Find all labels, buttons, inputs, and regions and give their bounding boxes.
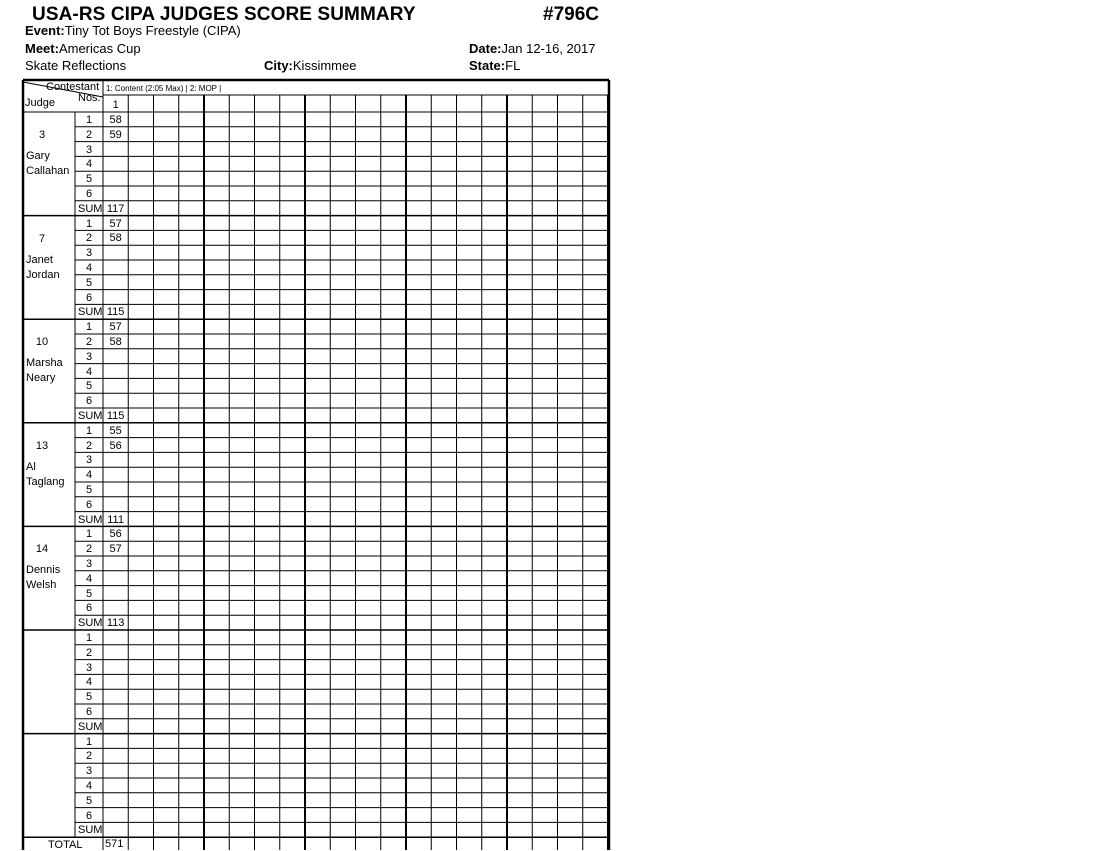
row-label: 1 [86, 217, 93, 230]
row-label: 1 [86, 424, 93, 437]
sum-label: SUM [78, 720, 103, 733]
date-label: Date: [469, 41, 502, 56]
judge-number: 13 [35, 439, 49, 452]
score-cell: 55 [109, 424, 122, 437]
judge-last-name: Taglang [26, 475, 65, 488]
row-label: 1 [86, 114, 93, 126]
score-cell: 57 [109, 217, 122, 230]
sum-value: 115 [106, 306, 125, 319]
row-label: 3 [86, 765, 93, 778]
meet-label: Meet: [25, 41, 59, 56]
score-cell: 56 [109, 439, 122, 452]
row-label: 1 [86, 632, 93, 644]
score-cell: 58 [109, 232, 122, 245]
row-label: 2 [86, 336, 93, 348]
sum-label: SUM [78, 410, 103, 422]
judge-number: 14 [35, 543, 49, 556]
sum-value: 113 [106, 617, 125, 630]
score-cell: 56 [109, 528, 122, 541]
row-label: 5 [86, 380, 93, 393]
nos-label: Nos. [78, 92, 101, 104]
row-label: 1 [86, 735, 93, 748]
row-label: 4 [86, 262, 93, 274]
row-label: 6 [86, 498, 93, 511]
row-label: 5 [86, 276, 93, 289]
row-label: 2 [86, 646, 93, 659]
judge-first-name: Marsha [26, 357, 63, 370]
row-label: 1 [86, 528, 93, 541]
sum-label: SUM [78, 513, 103, 526]
sum-label: SUM [78, 202, 103, 215]
row-label: 4 [86, 365, 93, 378]
sum-value: 117 [106, 202, 125, 215]
date-value: Jan 12-16, 2017 [501, 41, 596, 56]
row-label: 4 [86, 676, 93, 689]
judge-first-name: Al [26, 460, 36, 473]
judge-last-name: Jordan [26, 268, 60, 281]
score-cell: 59 [109, 128, 122, 141]
sum-label: SUM [78, 306, 103, 319]
judge-first-name: Dennis [26, 564, 61, 577]
row-label: 4 [86, 469, 93, 482]
judge-last-name: Welsh [26, 579, 57, 592]
total-value: 571 [105, 838, 124, 851]
form-code: #796C [543, 4, 599, 25]
judge-last-name: Neary [26, 372, 56, 385]
row-label: 6 [86, 602, 93, 615]
row-label: 6 [86, 291, 93, 304]
row-label: 3 [86, 661, 93, 674]
contestant-label: Contestant [46, 81, 100, 93]
state-label: State: [469, 58, 506, 73]
judge-last-name: Callahan [26, 165, 70, 177]
sum-label: SUM [78, 824, 103, 837]
state-value: FL [505, 58, 521, 73]
event-label: Event: [25, 23, 65, 38]
row-label: 5 [86, 173, 93, 186]
row-label: 6 [86, 809, 93, 822]
contestant-number: 1 [112, 99, 119, 111]
sum-value: 115 [106, 410, 125, 422]
sum-value: 111 [107, 513, 124, 526]
row-label: 2 [86, 128, 93, 141]
score-cell: 57 [109, 543, 122, 556]
judge-label: Judge [25, 97, 55, 109]
judge-number: 3 [38, 129, 46, 141]
row-label: 4 [86, 572, 93, 585]
score-cell: 57 [109, 321, 122, 334]
venue: Skate Reflections [25, 58, 127, 73]
judge-first-name: Gary [26, 150, 50, 162]
column-legend: 1: Content (2:05 Max) | 2: MOP | [106, 84, 222, 93]
meet-value: Americas Cup [58, 41, 141, 56]
row-label: 6 [86, 706, 93, 718]
row-label: 2 [86, 750, 93, 763]
row-label: 3 [86, 350, 93, 363]
judge-first-name: Janet [26, 253, 53, 266]
row-label: 4 [86, 158, 93, 171]
row-label: 5 [86, 794, 93, 807]
row-label: 3 [86, 454, 93, 467]
row-label: 1 [86, 321, 93, 334]
row-label: 5 [86, 691, 93, 704]
event-value: Tiny Tot Boys Freestyle (CIPA) [64, 23, 241, 38]
judge-number: 7 [38, 232, 46, 245]
row-label: 4 [86, 780, 93, 792]
score-cell: 58 [109, 114, 122, 126]
row-label: 2 [86, 439, 93, 452]
city-label: City: [264, 58, 293, 73]
row-label: 5 [86, 484, 93, 496]
total-label: TOTAL [48, 839, 83, 851]
city-value: Kissimmee [292, 58, 357, 73]
row-label: 3 [86, 247, 93, 260]
judge-number: 10 [35, 336, 49, 349]
row-label: 3 [86, 558, 93, 570]
sum-label: SUM [78, 617, 103, 630]
row-label: 6 [86, 395, 93, 408]
row-label: 6 [86, 188, 93, 200]
row-label: 3 [86, 143, 93, 156]
row-label: 2 [86, 232, 93, 245]
score-cell: 58 [109, 336, 122, 348]
row-label: 5 [86, 587, 93, 600]
page-title: USA-RS CIPA JUDGES SCORE SUMMARY [32, 4, 416, 25]
row-label: 2 [86, 543, 93, 556]
